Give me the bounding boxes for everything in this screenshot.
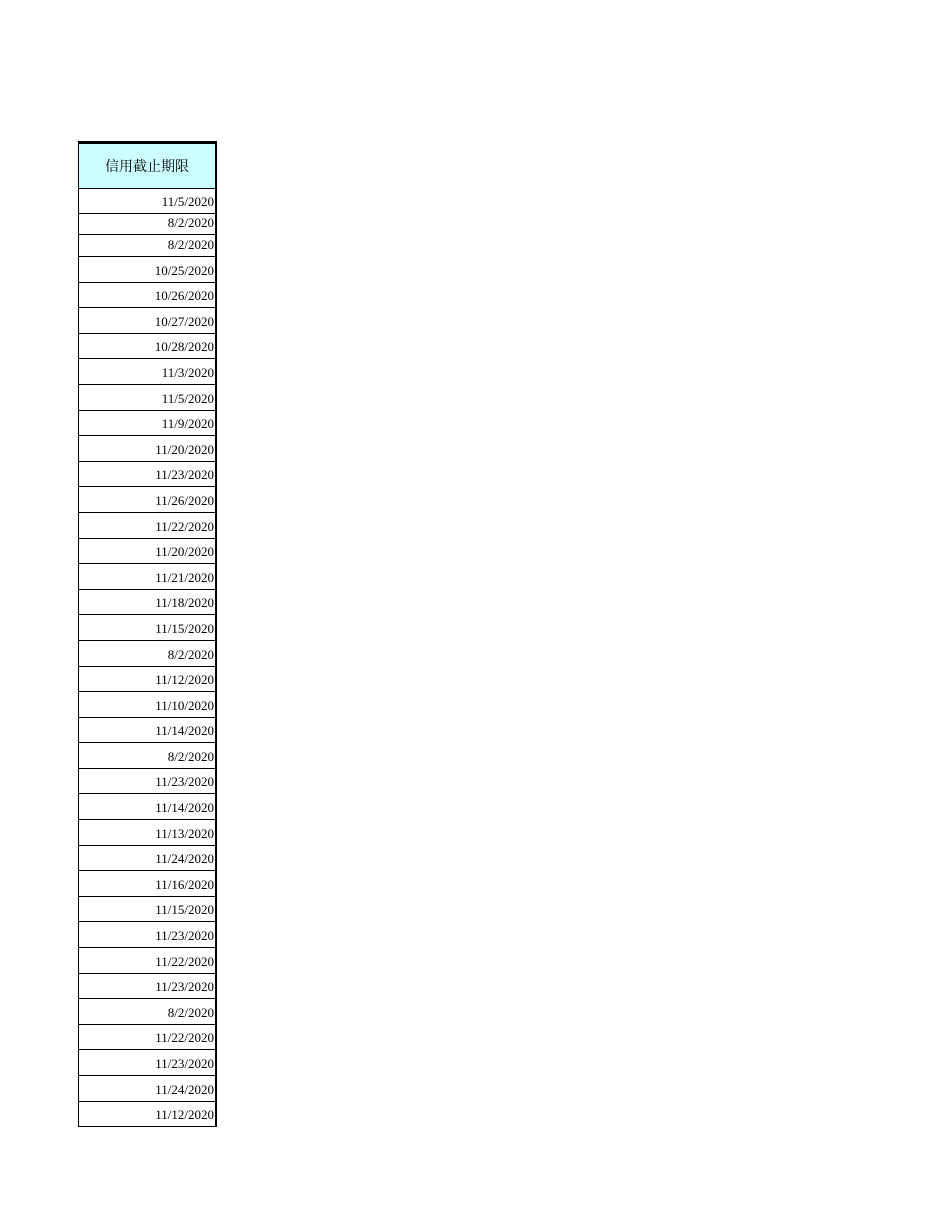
date-value: 11/16/2020 <box>155 876 214 892</box>
date-value: 8/2/2020 <box>167 748 214 764</box>
table-row[interactable] <box>79 615 215 641</box>
date-value: 11/22/2020 <box>155 518 214 534</box>
date-value: 11/21/2020 <box>155 569 214 585</box>
date-value: 8/2/2020 <box>167 646 214 662</box>
table-row[interactable] <box>79 308 215 334</box>
column-header[interactable] <box>79 144 215 189</box>
date-value: 11/26/2020 <box>155 492 214 508</box>
date-value: 10/28/2020 <box>154 339 214 355</box>
table-row[interactable] <box>79 1025 215 1051</box>
date-value: 11/22/2020 <box>155 1030 214 1046</box>
date-value: 8/2/2020 <box>167 215 214 230</box>
date-value: 11/20/2020 <box>155 544 214 560</box>
table-row[interactable] <box>79 922 215 948</box>
table-row[interactable] <box>79 897 215 923</box>
table-row[interactable] <box>79 820 215 846</box>
date-value: 11/5/2020 <box>161 390 214 406</box>
table-row[interactable] <box>79 948 215 974</box>
date-rows <box>79 189 215 1127</box>
table-row[interactable] <box>79 590 215 616</box>
date-value: 11/3/2020 <box>161 364 214 380</box>
date-value: 11/23/2020 <box>155 774 214 790</box>
date-value: 11/9/2020 <box>161 416 214 432</box>
date-value: 10/26/2020 <box>154 288 214 304</box>
date-value: 11/24/2020 <box>155 851 214 867</box>
date-value: 8/2/2020 <box>167 237 214 252</box>
date-value: 11/10/2020 <box>155 697 214 713</box>
table-row[interactable] <box>79 513 215 539</box>
table-row[interactable] <box>79 334 215 360</box>
date-value: 11/15/2020 <box>155 620 214 636</box>
table-row[interactable] <box>79 214 215 235</box>
table-row[interactable] <box>79 641 215 667</box>
date-value: 11/14/2020 <box>155 800 214 816</box>
table-row[interactable] <box>79 794 215 820</box>
table-row[interactable] <box>79 1076 215 1102</box>
table-row[interactable] <box>79 436 215 462</box>
date-value: 11/23/2020 <box>155 979 214 995</box>
date-value: 11/18/2020 <box>155 595 214 611</box>
table-row[interactable] <box>79 487 215 513</box>
table-row[interactable] <box>79 235 215 257</box>
table-row[interactable] <box>79 692 215 718</box>
table-row[interactable] <box>79 1050 215 1076</box>
table-row[interactable] <box>79 1102 215 1128</box>
table-row[interactable] <box>79 359 215 385</box>
table-row[interactable] <box>79 385 215 411</box>
column-header-label: 信用截止期限 <box>105 159 189 175</box>
date-value: 11/23/2020 <box>155 467 214 483</box>
table-row[interactable] <box>79 999 215 1025</box>
table-row[interactable] <box>79 718 215 744</box>
table-row[interactable] <box>79 257 215 283</box>
table-row[interactable] <box>79 743 215 769</box>
date-value: 8/2/2020 <box>167 1004 214 1020</box>
date-value: 10/25/2020 <box>154 262 214 278</box>
date-value: 11/13/2020 <box>155 825 214 841</box>
credit-deadline-column <box>78 141 217 1127</box>
date-value: 11/14/2020 <box>155 723 214 739</box>
date-value: 11/24/2020 <box>155 1081 214 1097</box>
table-row[interactable] <box>79 871 215 897</box>
table-row[interactable] <box>79 411 215 437</box>
table-row[interactable] <box>79 846 215 872</box>
table-row[interactable] <box>79 974 215 1000</box>
table-row[interactable] <box>79 283 215 309</box>
table-row[interactable] <box>79 667 215 693</box>
table-row[interactable] <box>79 539 215 565</box>
date-value: 10/27/2020 <box>154 313 214 329</box>
date-value: 11/15/2020 <box>155 902 214 918</box>
table-row[interactable] <box>79 769 215 795</box>
table-row[interactable] <box>79 189 215 214</box>
table-row[interactable] <box>79 564 215 590</box>
table-row[interactable] <box>79 462 215 488</box>
date-value: 11/12/2020 <box>155 1107 214 1123</box>
date-value: 11/23/2020 <box>155 928 214 944</box>
date-value: 11/5/2020 <box>161 194 214 209</box>
date-value: 11/20/2020 <box>155 441 214 457</box>
date-value: 11/22/2020 <box>155 953 214 969</box>
date-value: 11/12/2020 <box>155 672 214 688</box>
date-value: 11/23/2020 <box>155 1056 214 1071</box>
